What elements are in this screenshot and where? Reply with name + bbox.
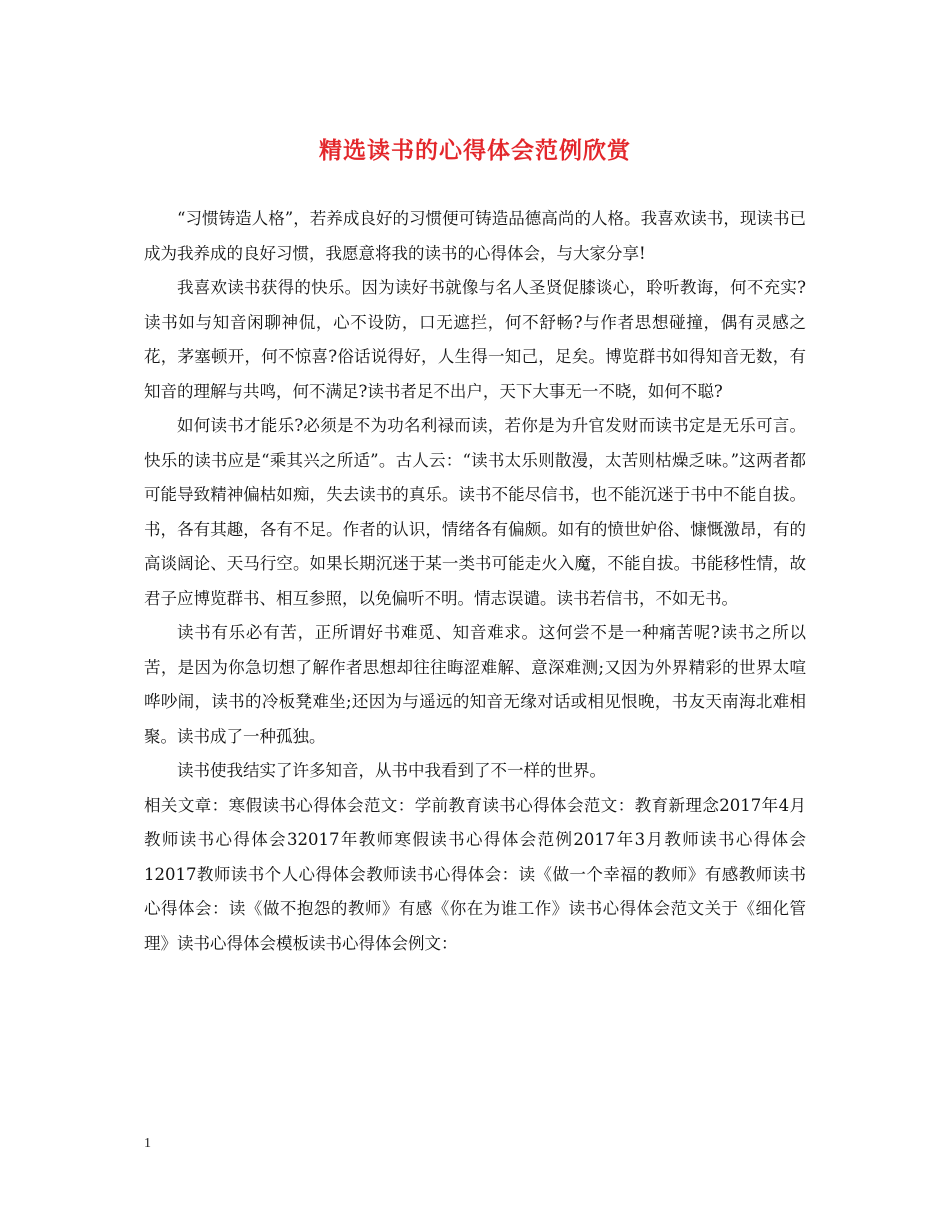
document-title: 精选读书的心得体会范例欣赏 (319, 137, 631, 164)
paragraph: 我喜欢读书获得的快乐。因为读好书就像与名人圣贤促膝谈心，聆听教诲，何不充实?读书如与知音闲聊神侃，心不设防，口无遮拦，何不舒畅?与作者思想碰撞，偶有灵感之花，茅塞顿开，何不惊喜?俗话说得好，人生得一知己，足矣。博览群书如得知音无数，有知音的理解与共鸣，何不满足?读书者足不出户，天下大事无一不晓，如何不聪? (144, 278, 806, 401)
paragraph: 如何读书才能乐?必须是不为功名利禄而读，若你是为升官发财而读书定是无乐可言。快乐的读书应是“乘其兴之所适”。古人云：“读书太乐则散漫，太苦则枯燥乏味。”这两者都可能导致精神偏枯如痴，失去读书的真乐。读书不能尽信书，也不能沉迷于书中不能自拔。书，各有其趣，各有不足。作者的认识，情绪各有偏颇。如有的愤世妒俗、慷慨激昂，有的高谈阔论、天马行空。如果长期沉迷于某一类书可能走火入魔，不能自拔。书能移性情，故君子应博览群书、相互参照，以免偏听不明。情志误谴。读书若信书，不如无书。 (144, 416, 806, 608)
related-articles: 相关文章：寒假读书心得体会范文：学前教育读书心得体会范文：教育新理念2017年4月教师读书心得体会32017年教师寒假读书心得体会范例2017年3月教师读书心得体会12017教师读书个人心得体会教师读书心得体会：读《做一个幸福的教师》有感教师读书心得体会：读《做不抱怨的教师》有感《你在为谁工作》读书心得体会范文关于《细化管理》读书心得体会模板读书心得体会例文： (144, 795, 806, 953)
page-number: 1 (144, 1136, 151, 1151)
paragraph: “习惯铸造人格”，若养成良好的习惯便可铸造品德高尚的人格。我喜欢读书，现读书已成为我养成的良好习惯，我愿意将我的读书的心得体会，与大家分享! (144, 209, 806, 263)
paragraph: 读书有乐必有苦，正所谓好书难觅、知音难求。这何尝不是一种痛苦呢?读书之所以苦，是因为你急切想了解作者思想却往往晦涩难解、意深难测;又因为外界精彩的世界太喧哗吵闹，读书的冷板凳难坐;还因为与遥远的知音无缘对话或相见恨晚，书友天南海北难相聚。读书成了一种孤独。 (144, 623, 806, 746)
paragraph: 读书使我结实了许多知音，从书中我看到了不一样的世界。 (177, 761, 606, 780)
document-body (144, 202, 806, 961)
